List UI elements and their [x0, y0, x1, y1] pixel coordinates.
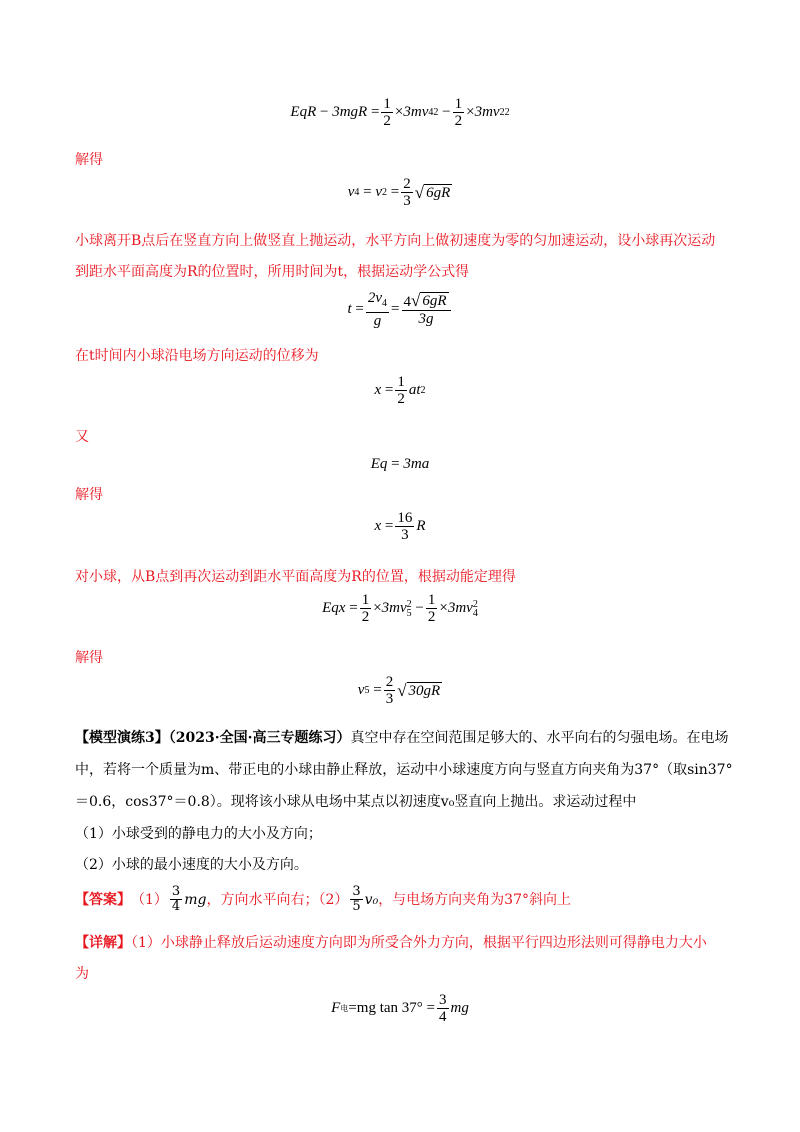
equation-energy-2: Eqx = $\frac{1}{2}$ × 3mv 2 5 − $\frac{1}{2}$ × 3mv 2 4: [322, 592, 478, 625]
detail-line-1: 【详解】（1）小球静止释放后运动速度方向即为所受合外力方向，根据平行四边形法则可得静电力大小: [75, 935, 707, 951]
problem-line-2: 中，若将一个质量为m、带正电的小球由静止释放，运动中小球速度方向与竖直方向夹角为37°（取sin37°: [75, 762, 733, 778]
equation-v5-result: v 5 = $\frac{2}{3}$ √ 30gR: [357, 674, 441, 707]
text-para-1-line-1: 小球离开B点后在竖直方向上做竖直上抛运动，水平方向上做初速度为零的匀加速运动，设小球再次运动: [75, 233, 716, 249]
problem-line-3: ＝0.6，cos37°＝0.8）。现将该小球从电场中某点以初速度v₀竖直向上抛出。求运动过程中: [75, 794, 637, 810]
question-1: （1）小球受到的静电力的大小及方向；: [75, 826, 322, 842]
text-you: 又: [75, 429, 89, 445]
equation-energy-1: EqR − 3mgR = $\frac{1}{2}$ × 3mv 4 2 − $\frac{1}{2}$ × 3mv 2 2: [290, 96, 510, 129]
equation-x-result: x = $\frac{16}{3}$ R: [374, 510, 426, 543]
text-para-3: 对小球，从B点到再次运动到距水平面高度为R的位置，根据动能定理得: [75, 569, 516, 585]
equation-force-eq: Eq = 3ma: [370, 456, 430, 472]
detail-tag: 【详解】: [75, 935, 131, 951]
question-2: （2）小球的最小速度的大小及方向。: [75, 857, 308, 873]
answer-line: 【答案】 （1） $\frac{3}{4}$ mg ，方向水平向右；（2） $\frac{3}{5}$ v₀ ，与电场方向夹角为37°斜向上: [75, 884, 572, 914]
problem-line-1: 【模型演练3】（2023·全国·高三专题练习）真空中存在空间范围足够大的、水平向右的匀强电场。在电场: [75, 730, 729, 746]
text-jiede-1: 解得: [75, 152, 103, 168]
text-jiede-3: 解得: [75, 650, 103, 666]
text-jiede-2: 解得: [75, 487, 103, 503]
answer-tag: 【答案】: [75, 891, 131, 908]
equation-electric-force: F 电 =mg tan 37° = $\frac{3}{4}$ mg: [331, 992, 469, 1025]
problem-tag: 【模型演练3】: [75, 730, 169, 746]
detail-line-2: 为: [75, 966, 89, 982]
problem-source: （2023·全国·高三专题练习）: [168, 730, 351, 746]
text-para-2: 在t时间内小球沿电场方向运动的位移为: [75, 348, 319, 364]
equation-displacement-x: x = $\frac{1}{2}$ at 2: [374, 374, 426, 407]
text-para-1-line-2: 到距水平面高度为R的位置时，所用时间为t，根据运动学公式得: [75, 264, 470, 280]
equation-velocity-v4: v 4 = v 2 = $\frac{2}{3}$ √ 6gR: [347, 176, 451, 209]
equation-time-t: t = $\frac{2v_4}{g}$ = 4 √ 6gR 3g: [0, 290, 800, 329]
